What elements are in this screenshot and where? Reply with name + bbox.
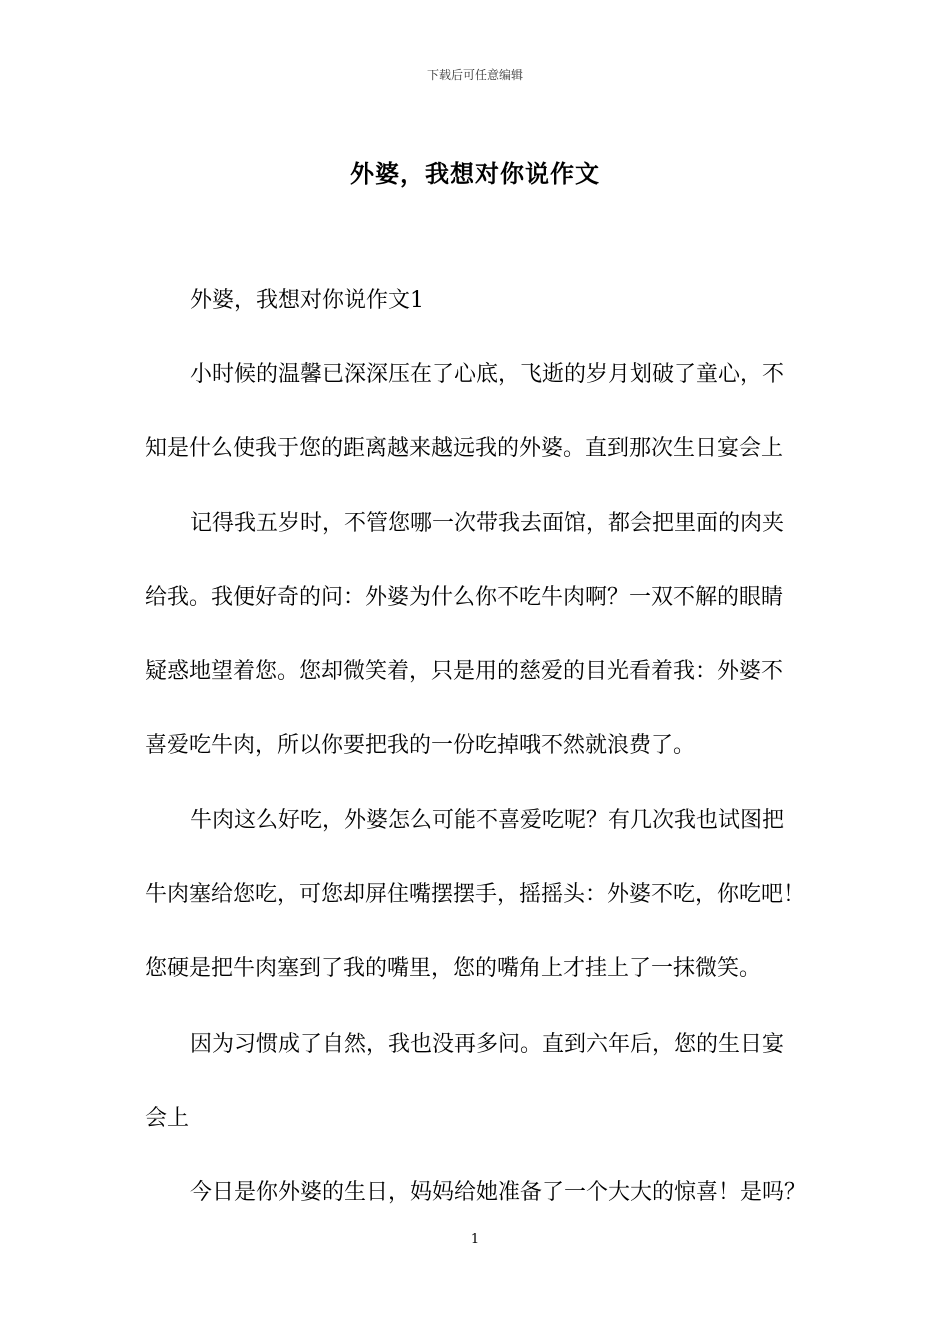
paragraph-line: 记得我五岁时，不管您哪一次带我去面馆，都会把里面的肉夹 [190, 511, 785, 536]
paragraph-line: 因为习惯成了自然，我也没再多问。直到六年后，您的生日宴 [190, 1032, 785, 1057]
paragraph-line: 给我。我便好奇的问：外婆为什么你不吃牛肉啊？一双不解的眼睛 [145, 585, 784, 610]
paragraph-line: 喜爱吃牛肉，所以你要把我的一份吃掉哦不然就浪费了。 [145, 733, 696, 758]
page-number: 1 [470, 1232, 480, 1247]
paragraph-line: 疑惑地望着您。您却微笑着，只是用的慈爱的目光看着我：外婆不 [145, 659, 784, 684]
paragraph-line: 牛肉这么好吃，外婆怎么可能不喜爱吃呢？有几次我也试图把 [190, 808, 785, 833]
document-title: 外婆，我想对你说作文 [350, 159, 600, 188]
paragraph-line: 牛肉塞给您吃，可您却屏住嘴摆摆手，摇摇头：外婆不吃，你吃吧！ [145, 882, 806, 907]
subtitle-line: 外婆，我想对你说作文1 [190, 288, 424, 313]
paragraph-line: 会上 [145, 1106, 190, 1131]
paragraph-line: 今日是你外婆的生日，妈妈给她准备了一个大大的惊喜！是吗？ [190, 1180, 807, 1205]
paragraph-line: 小时候的温馨已深深压在了心底，飞逝的岁月划破了童心，不 [190, 362, 785, 387]
header-note: 下载后可任意编辑 [426, 68, 523, 82]
paragraph-line: 您硬是把牛肉塞到了我的嘴里，您的嘴角上才挂上了一抹微笑。 [145, 956, 762, 981]
paragraph-line: 知是什么使我于您的距离越来越远我的外婆。直到那次生日宴会上 [145, 436, 784, 461]
